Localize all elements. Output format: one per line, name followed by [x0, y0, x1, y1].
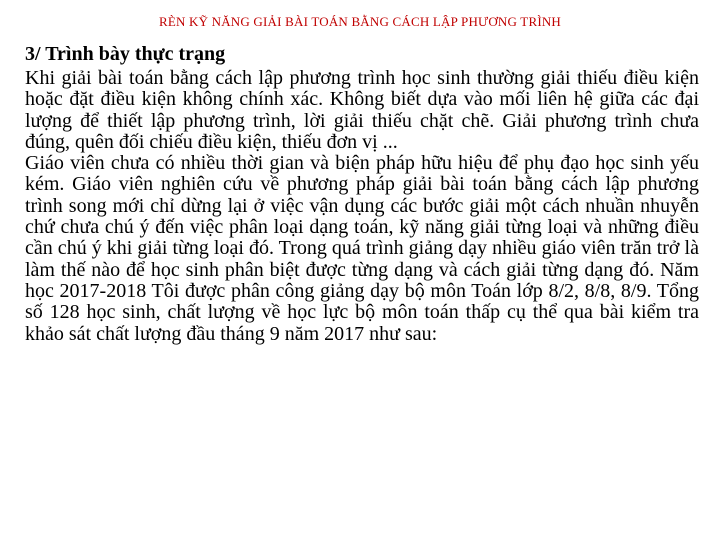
slide-header-title: RÈN KỸ NĂNG GIẢI BÀI TOÁN BẰNG CÁCH LẬP PHƯƠNG TRÌNH — [158, 14, 562, 29]
paragraph-1: Khi giải bài toán bằng cách lập phương trình học sinh thường giải thiếu điều kiện hoặc đặt điều kiện không chính xác. Không biết dựa vào mối liên hệ giữa các đại lượng để thiết lập phương trình, lời giải thiếu chặt chẽ. Giải phương trình chưa đúng, quên đối chiếu điều kiện, thiếu đơn vị ... — [25, 67, 699, 153]
body-text — [25, 68, 699, 345]
section-title: 3/ Trình bày thực trạng — [25, 43, 226, 65]
paragraph-2: Giáo viên chưa có nhiều thời gian và biện pháp hữu hiệu để phụ đạo học sinh yếu kém. Giáo viên nghiên cứu về phương pháp giải bài toán bằng cách lập phương trình song mới chỉ dừng lại ở việc vận dụng các bước giải một cách nhuần nhuyễn chứ chưa chú ý đến việc phân loại dạng toán, kỹ năng giải từng loại và những điều cần chú ý khi giải từng loại đó. Trong quá trình giảng dạy nhiều giáo viên trăn trở là làm thế nào để học sinh phân biệt được từng dạng và cách giải từng dạng đó. Năm học 2017-2018 Tôi được phân công giảng dạy bộ môn Toán lớp 8/2, 8/8, 8/9. Tổng số 128 học sinh, chất lượng về học lực bộ môn toán thấp cụ thể qua bài kiểm tra khảo sát chất lượng đầu tháng 9 năm 2017 như sau: — [25, 152, 699, 345]
